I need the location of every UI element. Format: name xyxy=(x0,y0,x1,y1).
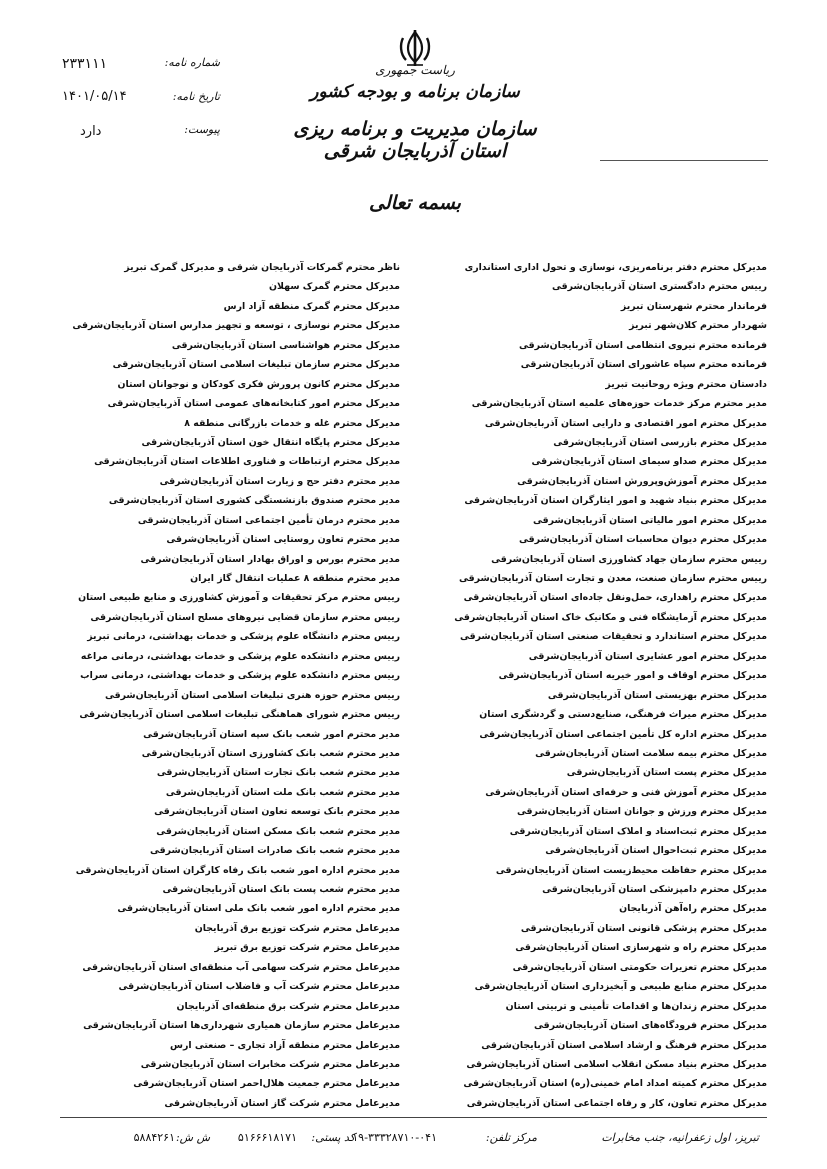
letter-number-label: شماره نامه: xyxy=(164,56,220,69)
recipient-item: مدیر محترم بانک توسعه تعاون استان آذربایجان‌شرقی xyxy=(154,806,400,818)
footer-phone-label: مرکز تلفن: xyxy=(485,1131,537,1144)
recipient-item: مدیرکل محترم راهداری، حمل‌ونقل جاده‌ای استان آذربایجان‌شرقی xyxy=(463,592,767,604)
recipient-item: مدیرکل محترم صداو سیمای استان آذربایجان‌شرقی xyxy=(531,456,767,468)
recipient-item: مدیرکل محترم بنیاد مسکن انقلاب اسلامی استان آذربایجان‌شرقی xyxy=(466,1058,767,1070)
letter-number-value: ۲۳۳۱۱۱ xyxy=(62,56,108,72)
recipient-item: مدیرکل محترم گمرک سهلان xyxy=(269,281,400,293)
footer-address: تبریز، اول زعفرانیه، جنب مخابرات xyxy=(601,1131,759,1144)
recipient-item: مدیرکل محترم منابع طبیعی و آبخیزداری استان آذربایجان‌شرقی xyxy=(474,981,767,993)
recipient-item: مدیرعامل محترم شرکت برق منطقه‌ای آذربایجان xyxy=(176,1000,400,1012)
recipients-left-column xyxy=(72,258,400,1113)
recipient-item: مدیرعامل محترم شرکت توزیع برق آذربایجان xyxy=(194,922,400,934)
recipient-item: فرمانده محترم سپاه عاشورای استان آذربایجان‌شرقی xyxy=(520,359,767,371)
recipient-item: مدیرکل محترم کمیته امداد امام خمینی(ره) استان آذربایجان‌شرقی xyxy=(463,1078,767,1090)
header-divider xyxy=(600,160,768,161)
recipient-item: مدیرکل محترم راه‌آهن آذربایجان xyxy=(619,903,767,915)
recipient-item: مدیر محترم شعب بانک مسکن استان آذربایجان‌شرقی xyxy=(156,825,400,837)
recipient-item: مدیرکل محترم بنیاد شهید و امور ایثارگران استان آذربایجان‌شرقی xyxy=(464,495,767,507)
recipient-item: مدیر محترم شعب بانک ملت استان آذربایجان‌شرقی xyxy=(165,786,400,798)
recipient-item: مدیر محترم شعب پست بانک استان آذربایجان‌شرقی xyxy=(162,884,400,895)
letter-date-value: ۱۴۰۱/۰۵/۱۴ xyxy=(62,89,127,104)
recipient-item: مدیرکل محترم هواشناسی استان آذربایجان‌شرقی xyxy=(171,339,400,351)
recipient-item: مدیرکل محترم کانون پرورش فکری کودکان و نوجوانان استان xyxy=(117,378,400,390)
recipient-item: مدیر محترم صندوق بازنشستگی کشوری استان آذربایجان‌شرقی xyxy=(108,495,400,507)
recipients-right-column xyxy=(454,258,767,1113)
recipient-item: مدیر محترم شعب بانک تجارت استان آذربایجان‌شرقی xyxy=(156,767,400,779)
recipient-item: رییس محترم شورای هماهنگی تبلیغات اسلامی استان آذربایجان‌شرقی xyxy=(79,709,400,721)
recipient-item: مدیرکل محترم زندان‌ها و اقدامات تأمینی و تربیتی استان xyxy=(505,1000,767,1012)
recipient-item: مدیرکل محترم دفتر برنامه‌ریزی، نوسازی و تحول اداری استانداری xyxy=(464,262,767,273)
recipient-item: مدیرکل محترم امور کتابخانه‌های عمومی استان آذربایجان‌شرقی xyxy=(107,398,400,410)
iran-emblem-icon xyxy=(398,28,432,68)
recipient-item: مدیرعامل محترم شرکت سهامی آب منطقه‌ای استان آذربایجان‌شرقی xyxy=(82,961,400,973)
recipient-item: مدیرکل محترم گمرک منطقه آزاد ارس xyxy=(223,300,400,312)
recipient-item: رییس محترم دانشگاه علوم پزشکی و خدمات بهداشتی، درمانی تبریز xyxy=(87,631,400,643)
recipient-item: مدیرعامل محترم منطقه آزاد تجاری – صنعتی ارس xyxy=(170,1039,400,1051)
org-name-provincial: سازمان مدیریت و برنامه ریزی استان آذربایجان شرقی xyxy=(293,118,537,162)
recipient-item: مدیرکل محترم ثبت‌احوال استان آذربایجان‌شرقی xyxy=(545,845,767,857)
recipient-item: مدیرکل محترم پایگاه انتقال خون استان آذربایجان‌شرقی xyxy=(141,436,400,448)
recipient-item: مدیرکل محترم تعاون، کار و رفاه اجتماعی استان آذربایجان‌شرقی xyxy=(466,1097,767,1109)
footer-postal-label: کد پستی: xyxy=(311,1131,355,1144)
recipient-item: رییس محترم سازمان قضایی نیروهای مسلح استان آذربایجان‌شرقی xyxy=(90,611,400,623)
recipient-item: فرمانده محترم نیروی انتظامی استان آذربایجان‌شرقی xyxy=(519,339,767,351)
recipient-item: مدیرکل محترم نوسازی ، توسعه و تجهیز مدارس استان آذربایجان‌شرقی xyxy=(72,320,400,332)
recipient-item: دادستان محترم ویژه روحانیت تبریز xyxy=(605,378,767,390)
recipient-item: مدیرکل محترم دامپزشکی استان آذربایجان‌شرقی xyxy=(542,884,767,895)
recipient-item: مدیر محترم اداره امور شعب بانک رفاه کارگران استان آذربایجان‌شرقی xyxy=(75,864,400,876)
footer-divider xyxy=(60,1117,767,1118)
recipient-item: مدیرکل محترم راه و شهرسازی استان آذربایجان‌شرقی xyxy=(515,942,767,954)
recipient-item: مدیر محترم درمان تأمین اجتماعی استان آذربایجان‌شرقی xyxy=(137,514,400,526)
recipient-item: رییس محترم دانشکده علوم پزشکی و خدمات بهداشتی، درمانی مراغه xyxy=(80,650,400,662)
recipient-item: مدیرعامل محترم جمعیت هلال‌احمر استان آذربایجان‌شرقی xyxy=(133,1078,400,1090)
footer-phone-value: ۱۹-۳۳۳۲۸۷۱۰-۰۴۱ xyxy=(352,1131,437,1144)
attachment-value: دارد xyxy=(80,124,102,139)
recipient-item: مدیرکل محترم حفاظت محیط‌زیست استان آذربایجان‌شرقی xyxy=(495,864,767,876)
recipient-item: مدیرکل محترم تعزیرات حکومتی استان آذربایجان‌شرقی xyxy=(512,961,767,973)
recipient-item: مدیر محترم منطقه ۸ عملیات انتقال گاز ایران xyxy=(190,573,400,584)
org-name-presidency: ریاست جمهوری xyxy=(375,63,455,77)
footer-ss-value: ۵۸۸۴۲۶۱ xyxy=(133,1131,175,1144)
recipient-item: مدیر محترم بورس و اوراق بهادار استان آذربایجان‌شرقی xyxy=(140,553,400,565)
recipient-item: مدیرکل محترم اداره کل تأمین اجتماعی استان آذربایجان‌شرقی xyxy=(479,728,767,740)
recipient-item: مدیرعامل محترم شرکت گاز استان آذربایجان‌شرقی xyxy=(164,1097,400,1109)
recipient-item: مدیر محترم اداره امور شعب بانک ملی استان آذربایجان‌شرقی xyxy=(117,903,400,915)
recipient-item: مدیرکل محترم پزشکی قانونی استان آذربایجان‌شرقی xyxy=(520,922,767,934)
recipient-item: مدیرکل محترم امور اقتصادی و دارایی استان آذربایجان‌شرقی xyxy=(484,417,767,429)
letter-date-label: تاریخ نامه: xyxy=(172,90,220,103)
recipient-item: مدیرکل محترم بیمه سلامت استان آذربایجان‌شرقی xyxy=(535,747,767,759)
recipient-item: رییس محترم سازمان جهاد کشاورزی استان آذربایجان‌شرقی xyxy=(491,553,767,565)
recipient-item: مدیر محترم شعب بانک صادرات استان آذربایجان‌شرقی xyxy=(150,845,400,857)
recipient-item: مدیرکل محترم غله و خدمات بازرگانی منطقه ۸ xyxy=(184,417,400,429)
recipient-item: مدیرکل محترم فرودگاه‌های استان آذربایجان‌شرقی xyxy=(534,1020,767,1032)
recipient-item: مدیرکل محترم دیوان محاسبات استان آذربایجان‌شرقی xyxy=(518,534,767,546)
recipient-item: مدیر محترم مرکز خدمات حوزه‌های علمیه استان آذربایجان‌شرقی xyxy=(471,398,767,410)
attachment-label: پیوست: xyxy=(184,123,220,136)
recipient-item: مدیرعامل محترم سازمان همیاری شهرداری‌ها استان آذربایجان‌شرقی xyxy=(83,1020,400,1032)
recipient-item: مدیر محترم دفتر حج و زیارت استان آذربایجان‌شرقی xyxy=(159,475,400,487)
recipient-item: فرماندار محترم شهرستان تبریز xyxy=(620,300,767,312)
recipient-item: مدیرکل محترم امور مالیاتی استان آذربایجان‌شرقی xyxy=(532,514,767,526)
footer-postal-value: ۵۱۶۶۶۱۸۱۷۱ xyxy=(237,1131,297,1144)
recipient-item: مدیرکل محترم استاندارد و تحقیقات صنعتی استان آذربایجان‌شرقی xyxy=(459,631,767,643)
recipient-item: مدیرکل محترم میراث فرهنگی، صنایع‌دستی و گردشگری استان xyxy=(479,709,767,721)
recipient-item: رییس محترم سازمان صنعت، معدن و تجارت استان آذربایجان‌شرقی xyxy=(459,573,767,584)
recipient-item: ناظر محترم گمرکات آذربایجان شرقی و مدیرکل گمرک تبریز xyxy=(124,262,400,273)
recipient-item: رییس محترم حوزه هنری تبلیغات اسلامی استان آذربایجان‌شرقی xyxy=(104,689,400,701)
recipient-item: مدیر محترم تعاون روستایی استان آذربایجان‌شرقی xyxy=(166,534,400,546)
recipient-item: مدیرکل محترم آزمایشگاه فنی و مکانیک خاک استان آذربایجان‌شرقی xyxy=(454,611,767,623)
recipient-item: مدیرکل محترم پست استان آذربایجان‌شرقی xyxy=(566,767,767,779)
recipient-item: مدیرکل محترم ارتباطات و فناوری اطلاعات استان آذربایجان‌شرقی xyxy=(94,456,400,468)
recipient-item: مدیرکل محترم ورزش و جوانان استان آذربایجان‌شرقی xyxy=(516,806,767,818)
recipient-item: مدیرکل محترم آموزش‌وپرورش استان آذربایجان‌شرقی xyxy=(517,475,767,487)
recipient-item: مدیرکل محترم بازرسی استان آذربایجان‌شرقی xyxy=(553,436,767,448)
recipient-item: رییس محترم دادگستری استان آذربایجان‌شرقی xyxy=(552,281,767,293)
recipient-item: مدیرکل محترم امور عشایری استان آذربایجان‌شرقی xyxy=(528,650,767,662)
recipient-item: مدیرکل محترم ثبت‌اسناد و املاک استان آذربایجان‌شرقی xyxy=(509,825,767,837)
org-name-planning-budget: سازمان برنامه و بودجه کشور xyxy=(310,82,520,102)
recipient-item: مدیرکل محترم اوقاف و امور خیریه استان آذربایجان‌شرقی xyxy=(498,670,767,682)
recipient-item: رییس محترم دانشکده علوم پزشکی و خدمات بهداشتی، درمانی سراب xyxy=(80,670,400,682)
recipient-item: مدیرکل محترم سازمان تبلیغات اسلامی استان آذربایجان‌شرقی xyxy=(112,359,400,371)
recipient-item: مدیرکل محترم آموزش فنی و حرفه‌ای استان آذربایجان‌شرقی xyxy=(485,786,767,798)
recipient-item: شهردار محترم کلان‌شهر تبریز xyxy=(629,320,767,332)
basmala: بسمه تعالی xyxy=(369,192,461,214)
footer-ss-label: ش ش: xyxy=(175,1131,210,1144)
recipient-item: رییس محترم مرکز تحقیقات و آموزش کشاورزی و منابع طبیعی استان xyxy=(78,592,400,604)
recipient-item: مدیر محترم امور شعب بانک سپه استان آذربایجان‌شرقی xyxy=(143,728,400,740)
recipient-item: مدیرکل محترم بهزیستی استان آذربایجان‌شرقی xyxy=(547,689,767,701)
recipient-item: مدیرکل محترم فرهنگ و ارشاد اسلامی استان آذربایجان‌شرقی xyxy=(481,1039,767,1051)
recipient-item: مدیر محترم شعب بانک کشاورزی استان آذربایجان‌شرقی xyxy=(141,747,400,759)
recipient-item: مدیرعامل محترم شرکت آب و فاضلاب استان آذربایجان‌شرقی xyxy=(118,981,400,993)
recipient-item: مدیرعامل محترم شرکت توزیع برق تبریز xyxy=(214,942,400,954)
recipient-item: مدیرعامل محترم شرکت مخابرات استان آذربایجان‌شرقی xyxy=(140,1058,400,1070)
